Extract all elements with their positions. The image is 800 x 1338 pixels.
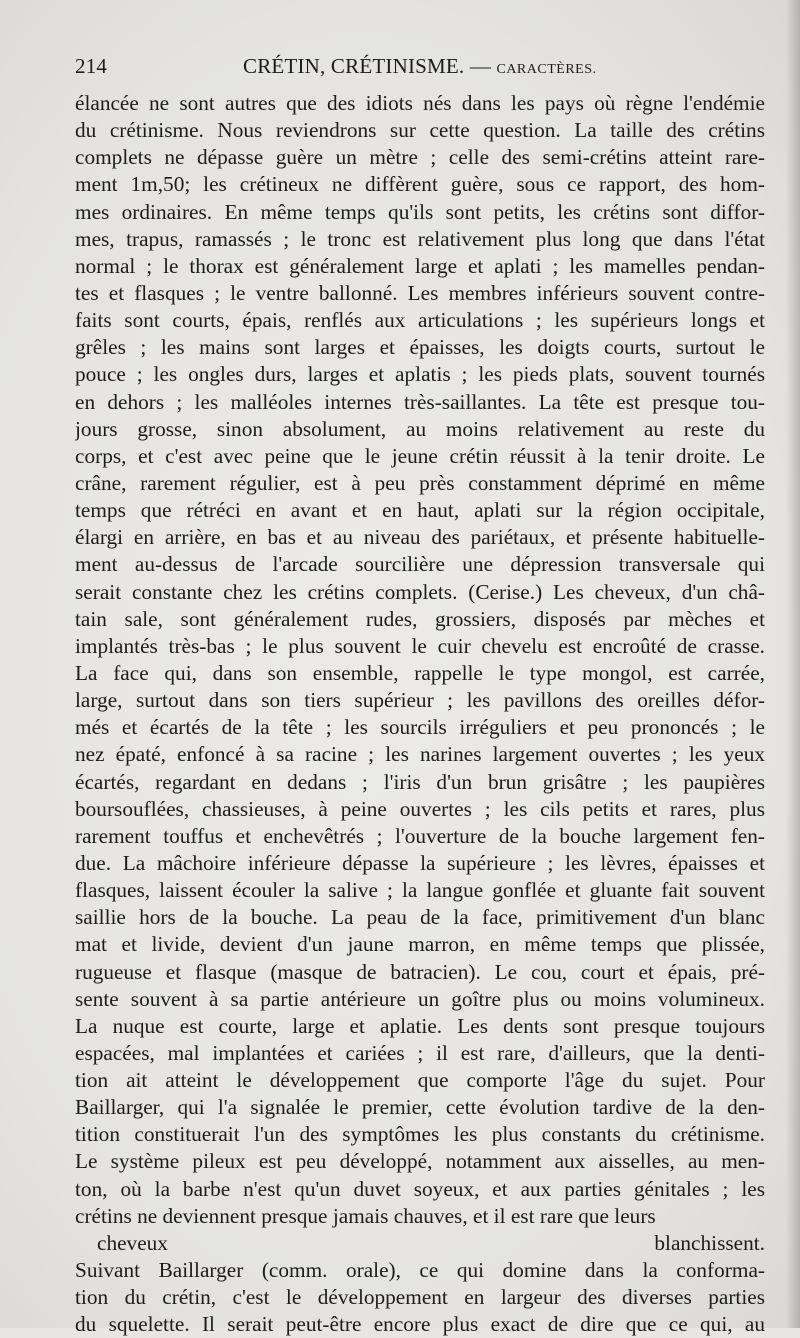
text-line: [75, 687, 765, 714]
text-line: [75, 850, 765, 877]
text-line: [75, 1257, 765, 1284]
text-line-content: tion du crétin, c'est le développement en largeur des diverses parties: [75, 1285, 765, 1310]
text-line-content: sente souvent à sa partie antérieure un goître plus ou moins volumineux.: [75, 986, 765, 1011]
text-line-content: en dehors ; les malléoles internes très-saillantes. La tête est presque tou-: [75, 389, 765, 414]
text-line-content: crâne, rarement régulier, est à peu près constamment déprimé en même: [75, 470, 765, 495]
text-line-content: élancée ne sont autres que des idiots nés dans les pays où règne l'endémie: [75, 91, 765, 115]
text-line: [75, 579, 765, 606]
text-line: [75, 606, 765, 633]
text-line: [75, 497, 765, 524]
text-line: [75, 986, 765, 1013]
text-line-content: nez épaté, enfoncé à sa racine ; les narines largement ouvertes ; les yeux: [75, 742, 765, 767]
text-line: [75, 769, 765, 796]
text-line-content: due. La mâchoire inférieure dépasse la supérieure ; les lèvres, épaisses et: [75, 850, 765, 875]
text-line: [75, 443, 765, 470]
text-line-content: normal ; le thorax est généralement large et aplati ; les mamelles pendan-: [75, 253, 765, 278]
text-line-content: tain sale, sont généralement rudes, grossiers, disposés par mèches et: [75, 606, 765, 631]
running-title: [243, 54, 597, 79]
text-line-content: mat et livide, devient d'un jaune marron, en même temps que plissée,: [75, 932, 765, 957]
text-line: [75, 796, 765, 823]
text-line-content: mes ordinaires. En même temps qu'ils sont petits, les crétins sont diffor-: [75, 199, 765, 224]
text-line-content: jours grosse, sinon absolument, au moins relativement au reste du: [75, 416, 765, 441]
text-line-content: corps, et c'est avec peine que le jeune crétin réussit à la tenir droite. Le: [75, 443, 765, 468]
page-number: 214: [75, 54, 108, 78]
text-line: [75, 1040, 765, 1067]
text-line-content: complets ne dépasse guère un mètre ; celle des semi-crétins atteint rare-: [75, 145, 765, 170]
text-line: [75, 714, 765, 741]
text-line: [75, 1311, 765, 1338]
text-line: [75, 361, 765, 388]
text-line: [75, 389, 765, 416]
text-line: [75, 1230, 765, 1257]
text-line: [75, 1067, 765, 1094]
text-line-content: serait constante chez les crétins complets. (Cerise.) Les cheveux, d'un châ-: [75, 579, 765, 604]
text-line: [75, 280, 765, 307]
text-line: [75, 470, 765, 497]
text-line-content: cheveux blanchissent.: [97, 1230, 765, 1255]
running-header: [75, 54, 765, 86]
text-line: [75, 171, 765, 198]
text-line-content: mes, trapus, ramassés ; le tronc est relativement plus long que dans l'état: [75, 226, 765, 251]
text-line-content: tes et flasques ; le ventre ballonné. Les membres inférieurs souvent contre-: [75, 280, 765, 305]
text-line: [75, 931, 765, 958]
text-line-content: crétins ne deviennent presque jamais chauves, et il est rare que leurs: [75, 1203, 656, 1228]
text-line-content: temps que rétréci en avant et en haut, aplati sur la région occipitale,: [75, 498, 765, 523]
text-line: [75, 226, 765, 253]
text-line-content: La face qui, dans son ensemble, rappelle le type mongol, est carrée,: [75, 660, 765, 685]
text-line-content: saillie hors de la bouche. La peau de la face, primitivement d'un blanc: [75, 905, 765, 930]
text-line: [75, 904, 765, 931]
text-line-content: faits sont courts, épais, renflés aux articulations ; les supérieurs longs et: [75, 308, 765, 333]
text-line: [75, 199, 765, 226]
text-line-content: flasques, laissent écouler la salive ; la langue gonflée et gluante fait souvent: [75, 878, 765, 903]
text-line: [75, 1094, 765, 1121]
text-line-content: large, surtout dans son tiers supérieur ; les pavillons des oreilles défor-: [75, 688, 765, 713]
text-line-content: tion ait atteint le développement que comporte l'âge du sujet. Pour: [75, 1068, 765, 1093]
running-title-main: CRÉTIN, CRÉTINISME. —: [243, 54, 497, 78]
text-line: [75, 1121, 765, 1148]
text-line-content: ment au-dessus de l'arcade sourcilière une dépression transversale qui: [75, 552, 765, 577]
text-line-content: du squelette. Il serait peut-être encore plus exact de dire que ce qui, au: [75, 1312, 765, 1337]
text-line: [75, 633, 765, 660]
text-line: [75, 1284, 765, 1311]
running-title-section: CARACTÈRES.: [496, 62, 597, 77]
text-line: [75, 334, 765, 361]
text-line: [75, 877, 765, 904]
text-line: [75, 416, 765, 443]
text-line: [75, 1203, 765, 1230]
text-line-content: tition constituerait l'un des symptômes les plus constants du crétinisme.: [75, 1122, 765, 1147]
text-line: [75, 253, 765, 280]
text-line: [75, 307, 765, 334]
text-line: [75, 524, 765, 551]
text-line-content: espacées, mal implantées et cariées ; il est rare, d'ailleurs, que la denti-: [75, 1040, 765, 1065]
text-line-content: boursouflées, chassieuses, à peine ouvertes ; les cils petits et rares, plus: [75, 796, 765, 821]
text-line-content: du crétinisme. Nous reviendrons sur cette question. La taille des crétins: [75, 118, 765, 143]
text-line: [75, 660, 765, 687]
text-line-content: Le système pileux est peu développé, notamment aux aisselles, au men-: [75, 1149, 765, 1174]
text-line-content: implantés très-bas ; le plus souvent le cuir chevelu est encroûté de crasse.: [75, 633, 765, 658]
text-line: [75, 144, 765, 171]
page-edge-shadow: [786, 0, 800, 1328]
body-text: [75, 90, 765, 1338]
text-line-content: élargi en arrière, en bas et au niveau des pariétaux, et présente habituelle-: [75, 525, 765, 550]
text-line: [75, 1176, 765, 1203]
text-line: [75, 551, 765, 578]
text-line-content: ment 1m,50; les crétineux ne diffèrent guère, sous ce rapport, des hom-: [75, 172, 765, 197]
text-line-content: ton, où la barbe n'est qu'un duvet soyeux, et aux parties génitales ; les: [75, 1176, 765, 1201]
text-line-content: Baillarger, qui l'a signalée le premier, cette évolution tardive de la den-: [75, 1095, 765, 1120]
text-line: [75, 959, 765, 986]
text-line: [75, 117, 765, 144]
text-line-content: écartés, regardant en dedans ; l'iris d'un brun grisâtre ; les paupières: [75, 769, 765, 794]
text-line-content: més et écartés de la tête ; les sourcils irréguliers et peu prononcés ; le: [75, 715, 765, 740]
text-line-content: Suivant Baillarger (comm. orale), ce qui domine dans la conforma-: [75, 1258, 765, 1283]
text-line: [75, 1148, 765, 1175]
text-line: [75, 823, 765, 850]
text-line: [75, 741, 765, 768]
text-line: [75, 1013, 765, 1040]
text-line-content: rarement touffus et enchevêtrés ; l'ouverture de la bouche largement fen-: [75, 823, 765, 848]
text-line-content: rugueuse et flasque (masque de batracien). Le cou, court et épais, pré-: [75, 959, 765, 984]
text-line-content: La nuque est courte, large et aplatie. Les dents sont presque toujours: [75, 1013, 765, 1038]
text-line-content: grêles ; les mains sont larges et épaisses, les doigts courts, surtout le: [75, 335, 765, 360]
text-line: [75, 90, 765, 117]
text-line-content: pouce ; les ongles durs, larges et aplatis ; les pieds plats, souvent tournés: [75, 362, 765, 387]
